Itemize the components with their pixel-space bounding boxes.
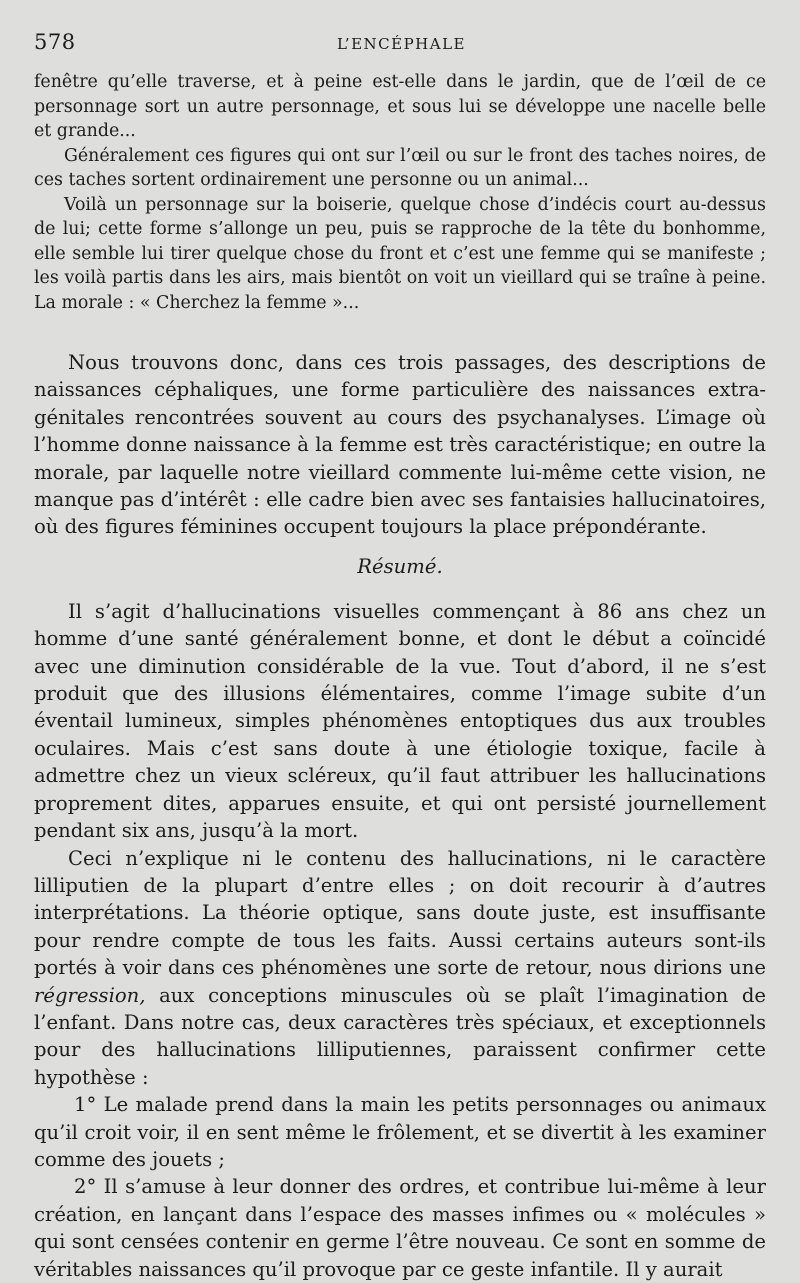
section-title: Résumé. [357, 554, 443, 578]
quote-paragraph: fenêtre qu’elle traverse, et à peine est-elle dans le jardin, que de l’œil de ce personnage sort un autre personnage, et sous lui se développe une nacelle belle et grande... [34, 72, 766, 141]
quote-paragraph: Généralement ces figures qui ont sur l’œil ou sur le front des taches noires, de ces taches sortent ordinairement une personne ou un animal... [34, 145, 766, 190]
main-text [34, 349, 766, 1283]
quote-paragraph: Voilà un personnage sur la boiserie, quelque chose d’indécis court au-dessus de lui; cette forme s’allonge un peu, puis se rapproche de la tête du bonhomme, elle semble lui tirer quelque chose du front et c’est une femme qui se manifeste ; les voilà partis dans les airs, mais bientôt on voit un vieillard qui se traîne à peine. La morale : « Cherchez la femme »... [34, 194, 766, 313]
list-item: 2° Il s’amuse à leur donner des ordres, et contribue lui-même à leur création, en lançant dans l’espace des masses infimes ou « molécules » qui sont censées contenir en germe l’être nouveau. Ce sont en somme de véritables naissances qu’il provoque par ce geste infantile. Il y aurait [34, 1175, 766, 1281]
quoted-passages [34, 70, 766, 315]
resume-paragraph: Il s’agit d’hallucinations visuelles commençant à 86 ans chez un homme d’une santé généralement bonne, et dont le début a coïncidé avec une diminution considérable de la vue. Tout d’abord, il ne s’est produit que des illusions élémentaires, comme l’image subite d’un éventail lumineux, simples phénomènes entoptiques dus aux troubles oculaires. Mais c’est sans doute à une étiologie toxique, facile à admettre chez un vieux scléreux, qu’il faut attribuer les hallucinations proprement dites, apparues ensuite, et qui ont persisté journellement pendant six ans, jusqu’à la mort. [34, 599, 766, 843]
body-paragraph: Nous trouvons donc, dans ces trois passages, des descriptions de naissances céphaliques, une forme particulière des naissances extra-génitales rencontrées souvent au cours des psychanalyses. L’image où l’homme donne naissance à la femme est très caractéristique; en outre la morale, par laquelle notre vieillard commente lui-même cette vision, ne manque pas d’intérêt : elle cadre bien avec ses fantaisies hallucinatoires, où des figures féminines occupent toujours la place prépondérante. [34, 351, 766, 539]
italic-term: régression, [34, 983, 146, 1007]
running-title: L’ENCÉPHALE [336, 35, 466, 53]
page-header [34, 30, 766, 70]
page-number: 578 [34, 30, 76, 54]
resume-paragraph: Ceci n’explique ni le contenu des hallucinations, ni le caractère lilliputien de la plupart d’entre elles ; on doit recourir à d’autres interprétations. La théorie optique, sans doute juste, est insuffisante pour rendre compte de tous les faits. Aussi certains auteurs sont-ils portés à voir dans ces phénomènes une sorte de retour, nous dirions une régression, aux conceptions minuscules où se plaît l’imagination de l’enfant. Dans notre cas, deux caractères très spéciaux, et exceptionnels pour des hallucinations lilliputiennes, paraissent confirmer cette hypothèse : [34, 846, 766, 1089]
list-item: 1° Le malade prend dans la main les petits personnages ou animaux qu’il croit voir, il en sent même le frôlement, et se divertit à les examiner comme des jouets ; [34, 1093, 766, 1171]
